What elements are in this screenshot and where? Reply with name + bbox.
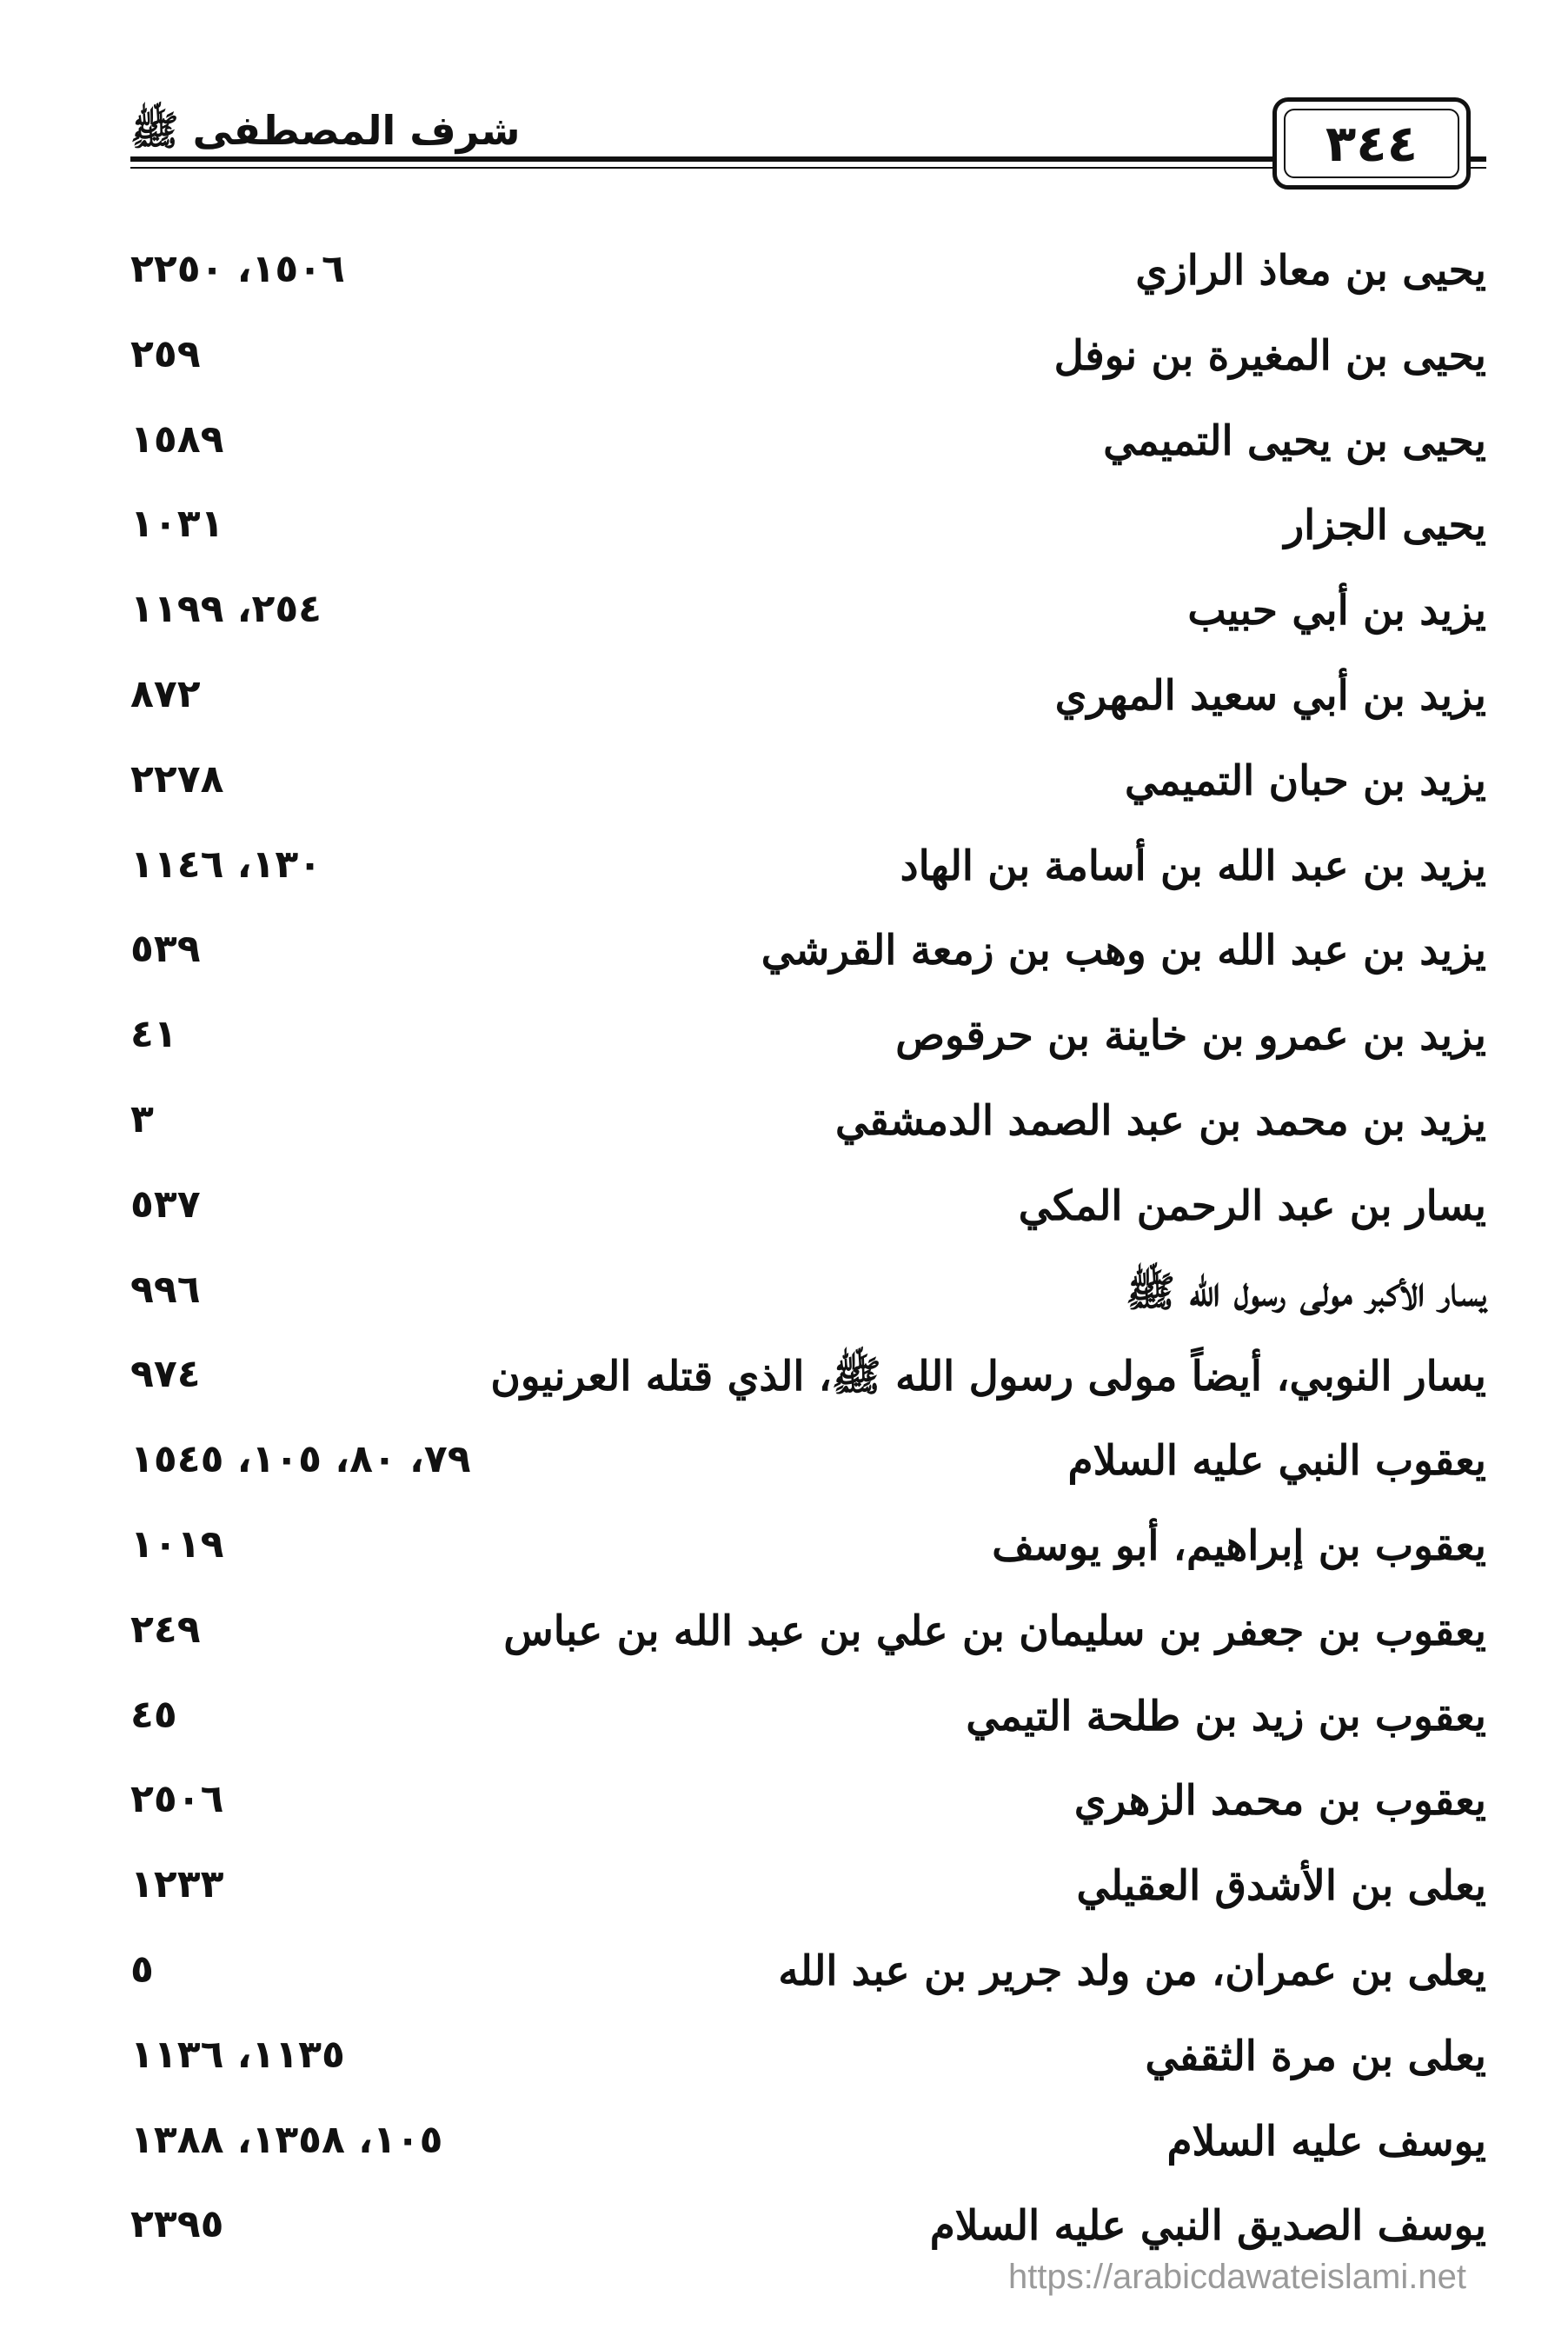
entry-name: يزيد بن حبان التميمي [1124,756,1486,805]
book-title: شرف المصطفى ﷺ [130,107,521,154]
index-entry [130,1347,1486,1432]
entry-page-refs: ٣ [130,1096,154,1141]
entry-page-refs: ٧٩، ٨٠، ١٠٥، ١٥٤٥ [130,1437,471,1482]
index-entry [130,1772,1486,1857]
entry-name: يزيد بن عبد الله بن وهب بن زمعة القرشي [761,927,1486,975]
index-entry [130,412,1486,497]
page-number: ٣٤٤ [1284,109,1459,178]
index-entry [130,837,1486,922]
index-entry [130,1177,1486,1262]
index-entry [130,327,1486,412]
entry-page-refs: ١٠٣١ [130,502,224,547]
index-entry [130,1942,1486,2027]
index-entry [130,1092,1486,1177]
entry-name: يزيد بن عمرو بن خاينة بن حرقوص [895,1012,1486,1061]
entry-page-refs: ٩٧٤ [130,1352,201,1397]
index-entry [130,1602,1486,1687]
index-entry [130,242,1486,327]
entry-page-refs: ٤٥ [130,1692,177,1737]
entry-name: يحيى بن معاذ الرازي [1135,247,1486,295]
entry-page-refs: ١٣٠، ١١٤٦ [130,842,322,887]
entry-name: يحيى بن المغيرة بن نوفل [1053,331,1486,380]
entry-name: يوسف عليه السلام [1166,2117,1486,2166]
index-entry [130,752,1486,837]
entry-page-refs: ١٢٣٣ [130,1862,224,1907]
entry-page-refs: ١١٣٥، ١١٣٦ [130,2032,345,2077]
entry-name: يعلى بن الأشدق العقيلي [1076,1862,1486,1911]
index-entry [130,1517,1486,1602]
entry-page-refs: ١٥٠٦، ٢٢٥٠ [130,247,345,291]
entry-name: يحيى الجزار [1284,502,1486,550]
entry-page-refs: ٢٤٩ [130,1607,201,1652]
index-list [130,242,1486,2282]
source-watermark: https://arabicdawateislami.net [1008,2258,1466,2296]
entry-name: يسار النوبي، أيضاً مولى رسول الله ﷺ، الذي قتله العرنيون [490,1353,1486,1401]
page-header [130,97,1486,193]
entry-name: يعقوب بن محمد الزهري [1073,1777,1486,1826]
entry-page-refs: ٩٩٦ [130,1267,201,1312]
entry-page-refs: ٢٥٠٦ [130,1777,224,1822]
entry-name: يعلى بن مرة الثقفي [1145,2032,1486,2080]
entry-name: يزيد بن عبد الله بن أسامة بن الهاد [900,842,1486,890]
index-entry [130,2027,1486,2113]
entry-name: يعقوب بن زيد بن طلحة التيمي [966,1692,1486,1740]
entry-page-refs: ٥٣٧ [130,1181,201,1227]
entry-name: يزيد بن محمد بن عبد الصمد الدمشقي [835,1096,1486,1145]
entry-page-refs: ١٠١٩ [130,1521,224,1567]
index-entry [130,1262,1486,1347]
entry-page-refs: ٢٥٤، ١١٩٩ [130,587,322,632]
entry-name: يعقوب بن جعفر بن سليمان بن علي بن عبد الله بن عباس [503,1607,1486,1655]
index-entry [130,496,1486,582]
entry-page-refs: ٢٢٧٨ [130,756,224,802]
page-number-frame [1272,97,1471,190]
entry-page-refs: ٢٥٩ [130,331,201,376]
entry-page-refs: ١٠٥، ١٣٥٨، ١٣٨٨ [130,2117,443,2162]
entry-name: يوسف الصديق النبي عليه السلام [929,2202,1486,2251]
index-entry [130,1857,1486,1942]
index-entry [130,1687,1486,1773]
index-entry [130,582,1486,667]
entry-name: يسار بن عبد الرحمن المكي [1018,1181,1486,1230]
index-entry [130,667,1486,752]
entry-page-refs: ٢٣٩٥ [130,2202,224,2247]
index-entry [130,2113,1486,2198]
entry-name: يعقوب بن إبراهيم، أبو يوسف [992,1521,1486,1570]
entry-page-refs: ٥ [130,1946,154,1992]
entry-page-refs: ١٥٨٩ [130,416,224,462]
entry-name: يزيد بن أبي حبيب [1187,587,1486,635]
index-entry [130,1432,1486,1517]
index-entry [130,922,1486,1007]
entry-page-refs: ٨٧٢ [130,671,201,716]
entry-page-refs: ٥٣٩ [130,927,201,972]
entry-name: يزيد بن أبي سعيد المهري [1054,671,1486,720]
entry-name: يحيى بن يحيى التميمي [1103,416,1486,465]
index-entry [130,1007,1486,1092]
entry-name: يعقوب النبي عليه السلام [1067,1437,1486,1486]
entry-name: يعلى بن عمران، من ولد جرير بن عبد الله [778,1946,1486,1995]
entry-page-refs: ٤١ [130,1012,177,1057]
entry-name: يسار الأكبر مولى رسول الله ﷺ [1126,1268,1486,1316]
